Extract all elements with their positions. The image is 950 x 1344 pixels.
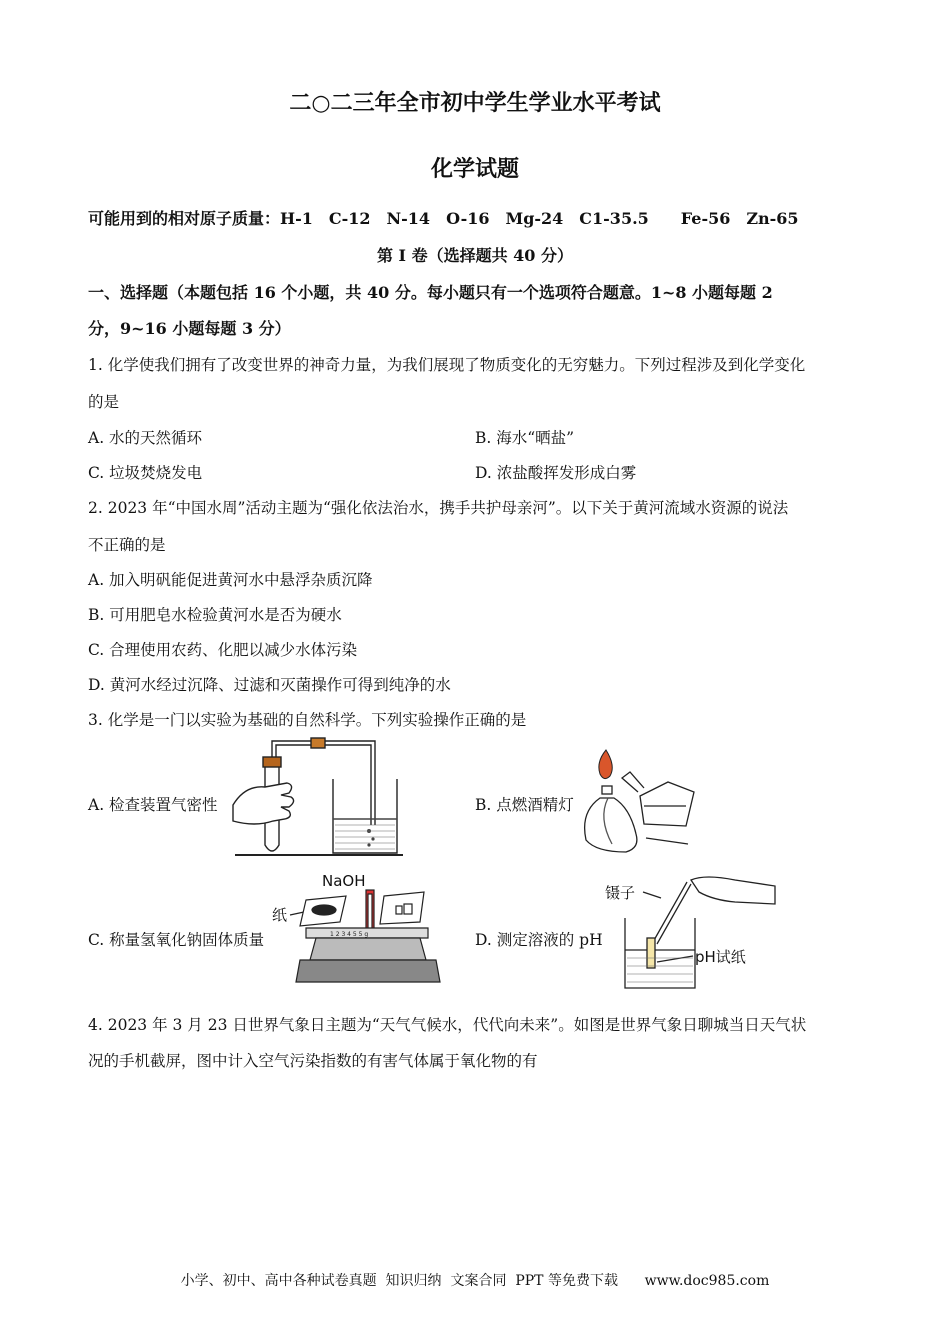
- q1-option-a: A. 水的天然循环: [88, 429, 203, 447]
- exam-title: 二○二三年全市初中学生学业水平考试: [289, 90, 661, 116]
- question-1-stem: 1. 化学使我们拥有了改变世界的神奇力量，为我们展现了物质变化的无穷魅力。下列过程涉及到化学变化: [88, 356, 806, 374]
- q1-option-c: C. 垃圾焚烧发电: [88, 464, 203, 482]
- q2-option-c: C. 合理使用农药、化肥以减少水体污染: [88, 641, 358, 659]
- q3-option-b: B. 点燃酒精灯: [475, 796, 574, 814]
- question-4-stem-cont: 况的手机截屏，图中计入空气污染指数的有害气体属于氧化物的有: [88, 1052, 538, 1070]
- label-paper: 纸: [272, 906, 288, 924]
- alcohol-lamp-figure: [578, 748, 703, 858]
- q2-option-a: A. 加入明矾能促进黄河水中悬浮杂质沉降: [88, 571, 373, 589]
- q1-option-d: D. 浓盐酸挥发形成白雾: [475, 464, 637, 482]
- question-1-stem-cont: 的是: [88, 393, 120, 411]
- balance-naoh-figure: [270, 870, 450, 995]
- ph-test-figure: [595, 872, 790, 997]
- q2-option-d: D. 黄河水经过沉降、过滤和灭菌操作可得到纯净的水: [88, 676, 451, 694]
- question-4-stem: 4. 2023 年 3 月 23 日世界气象日主题为“天气气候水，代代向未来”。如图是世界气象日聊城当日天气状: [88, 1016, 807, 1034]
- question-3-stem: 3. 化学是一门以实验为基础的自然科学。下列实验操作正确的是: [88, 711, 527, 729]
- question-2-stem-cont: 不正确的是: [88, 536, 166, 554]
- q1-option-b: B. 海水“晒盐”: [475, 429, 575, 447]
- exam-subtitle: 化学试题: [430, 156, 519, 182]
- q2-option-b: B. 可用肥皂水检验黄河水是否为硬水: [88, 606, 342, 624]
- label-ph-paper: pH试纸: [695, 948, 746, 966]
- svg-text:1 2 3 4 5 5 g: 1 2 3 4 5 5 g: [330, 931, 369, 938]
- section-title: 第 I 卷（选择题共 40 分）: [376, 246, 574, 265]
- q3-option-d: D. 测定溶液的 pH: [475, 931, 603, 949]
- page-footer: 小学、初中、高中各种试卷真题 知识归纳 文案合同 PPT 等免费下载 www.doc985.com: [180, 1273, 770, 1289]
- atomic-masses: 可能用到的相对原子质量：H-1 C-12 N-14 O-16 Mg-24 C1-35.5 Fe-56 Zn-65: [88, 209, 799, 228]
- q3-option-c: C. 称量氢氧化钠固体质量: [88, 931, 265, 949]
- q3-option-a: A. 检查装置气密性: [88, 796, 218, 814]
- question-2-stem: 2. 2023 年“中国水周”活动主题为“强化依法治水，携手共护母亲河”。以下关于黄河流域水资源的说法: [88, 499, 789, 517]
- airtightness-apparatus-figure: [225, 735, 405, 860]
- label-tweezers: 镊子: [605, 884, 636, 902]
- part-heading-line2: 分，9~16 小题每题 3 分）: [88, 319, 291, 338]
- part-heading-line1: 一、选择题（本题包括 16 个小题，共 40 分。每小题只有一个选项符合题意。1~8 小题每题 2: [88, 283, 773, 302]
- label-naoh: NaOH: [322, 872, 366, 890]
